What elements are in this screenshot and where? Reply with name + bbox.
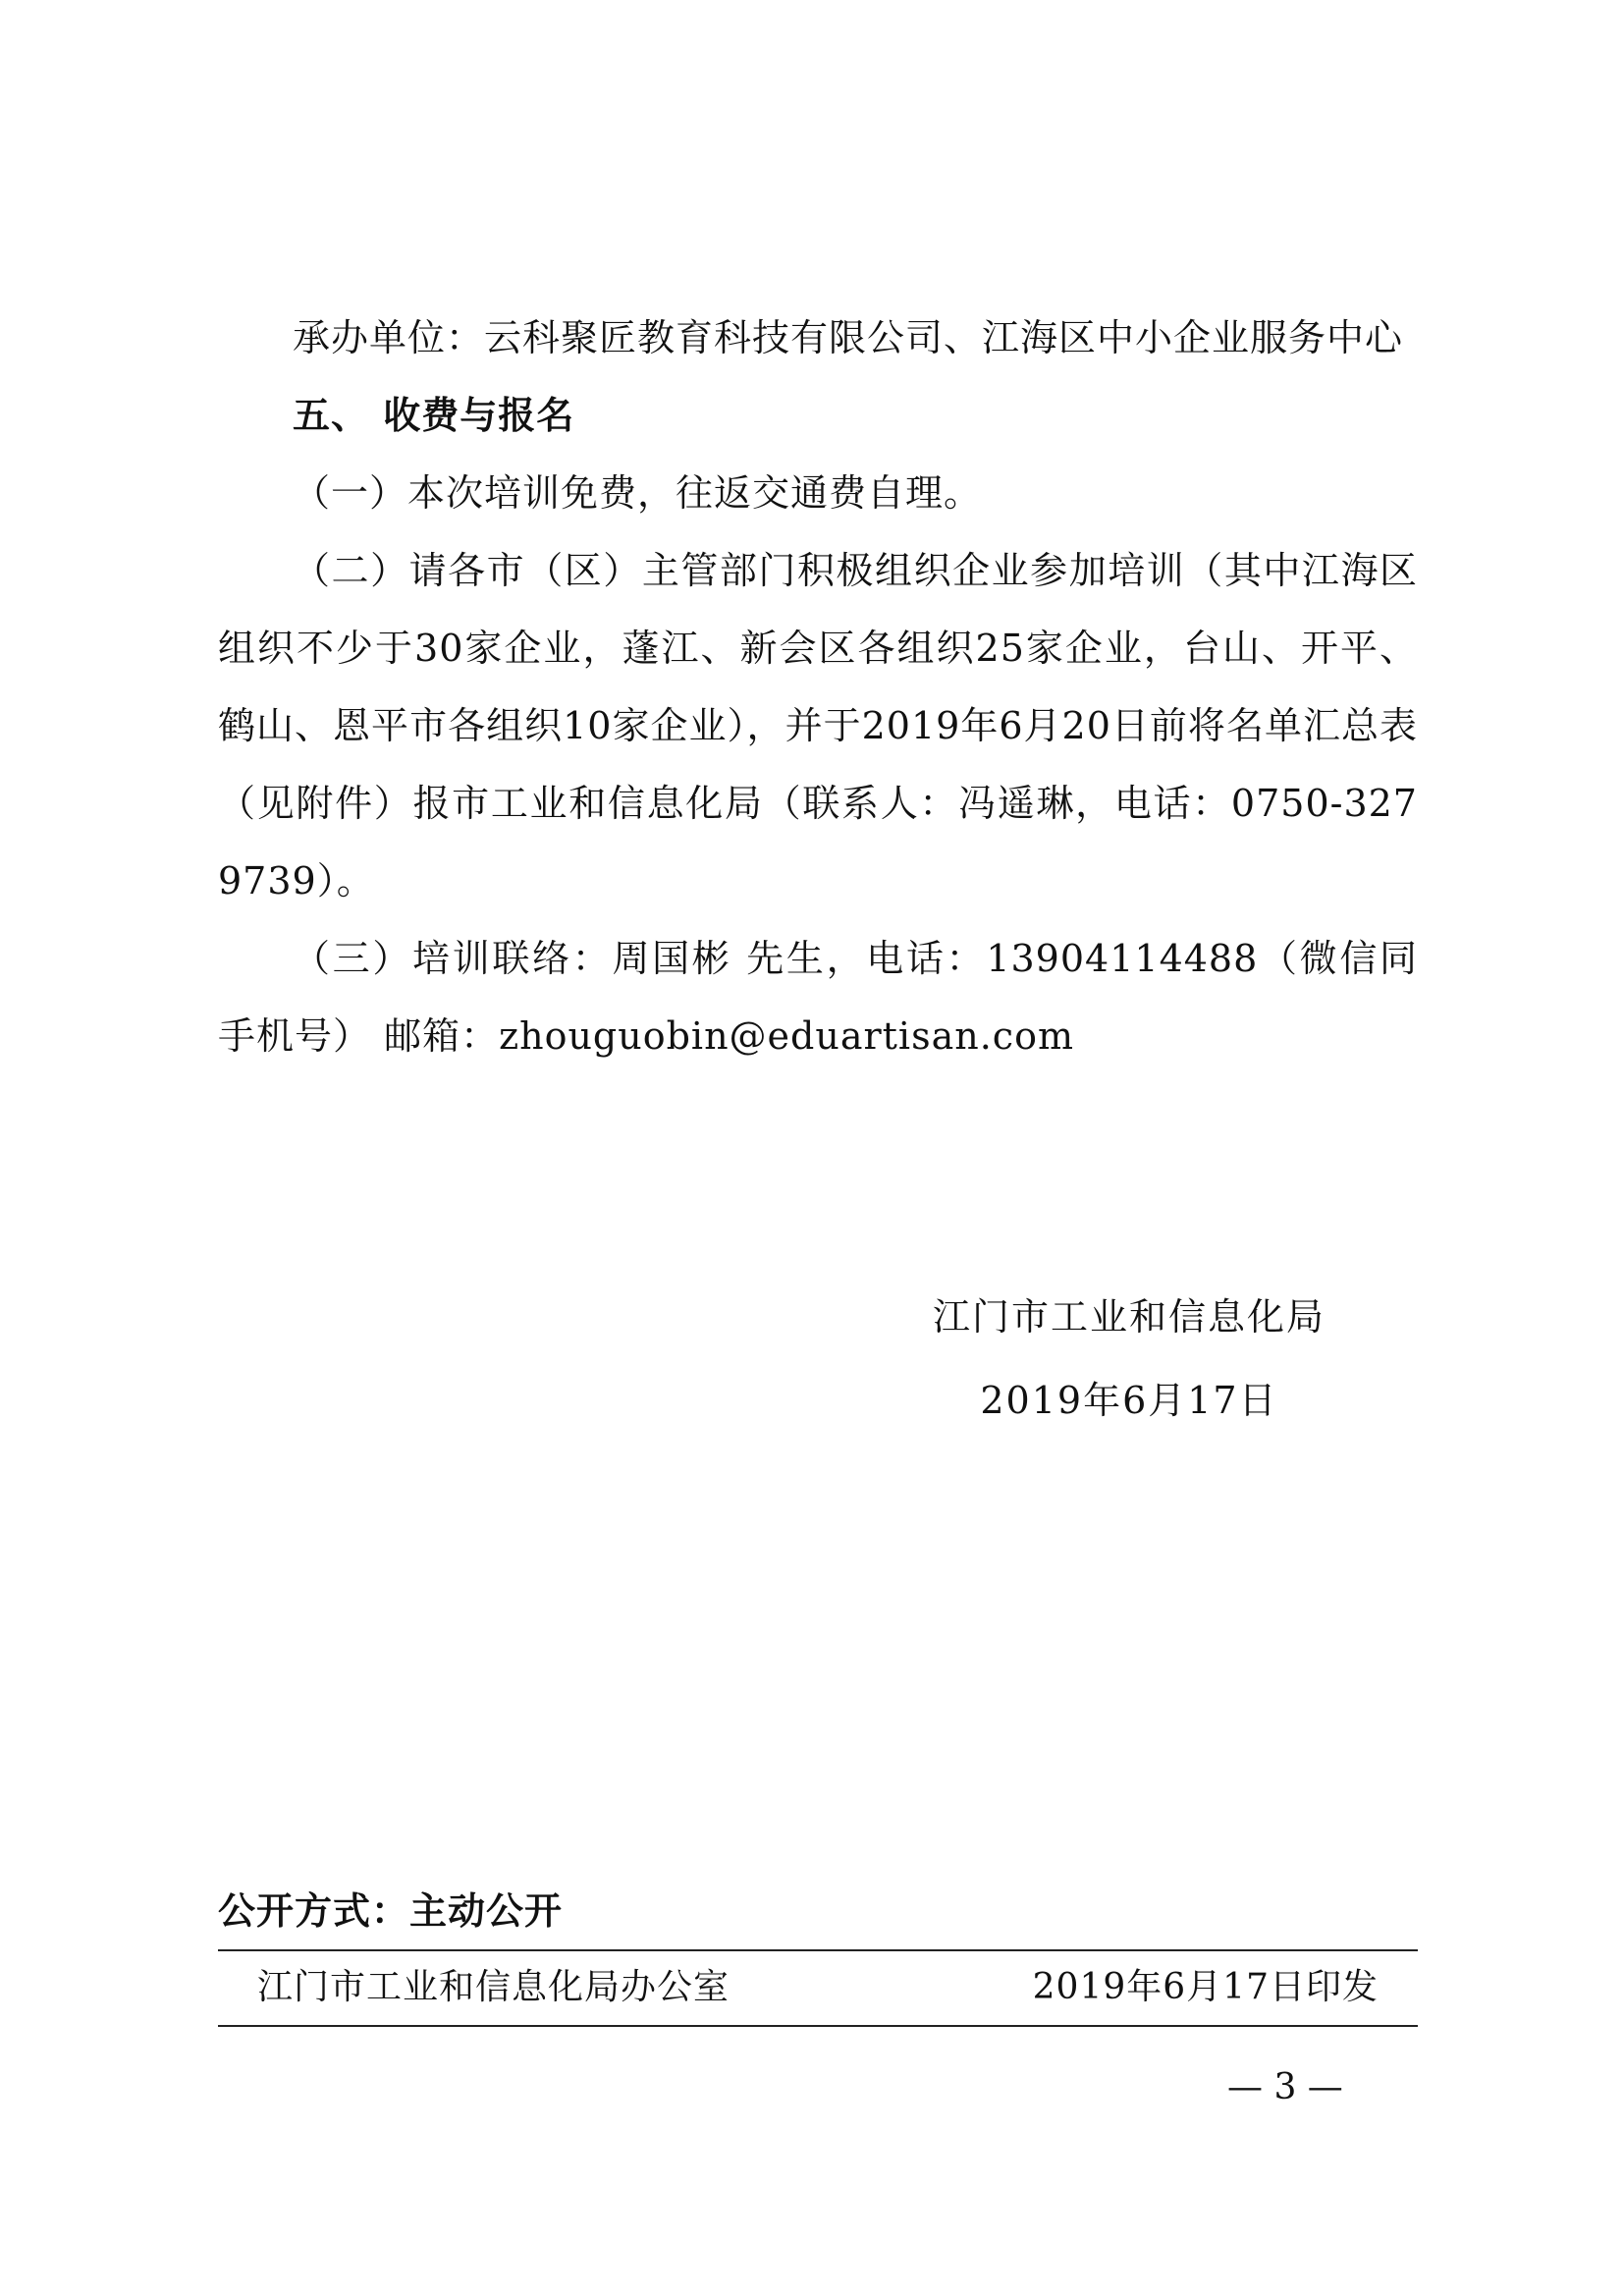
paragraph-fee-free: （一）本次培训免费，往返交通费自理。 xyxy=(293,471,983,515)
signature-date: 2019年6月17日 xyxy=(980,1379,1278,1422)
section-heading-fees: 五、 收费与报名 xyxy=(293,394,575,437)
issue-date: 2019年6月17日印发 xyxy=(1032,1967,1379,2007)
page-number: — 3 — xyxy=(1227,2067,1343,2107)
paragraph-contact: （三）培训联络：周国彬 先生，电话：13904114488（微信同手机号） 邮箱：zhouguobin@eduartisan.com xyxy=(218,937,1418,1058)
disclosure-mode: 公开方式：主动公开 xyxy=(218,1889,564,1933)
issuing-office: 江门市工业和信息化局办公室 xyxy=(257,1967,730,2007)
paragraph-registration: （二）请各市（区）主管部门积极组织企业参加培训（其中江海区组织不少于30家企业，蓬江、新会区各组织25家企业，台山、开平、鹤山、恩平市各组织10家企业），并于2019年6月20日前将名单汇总表（见附件）报市工业和信息化局（联系人：冯遥琳，电话：0750-3279739）。 xyxy=(218,549,1418,902)
organizer-paragraph: 承办单位：云科聚匠教育科技有限公司、江海区中小企业服务中心 xyxy=(293,316,1404,359)
signature-organization: 江门市工业和信息化局 xyxy=(932,1295,1325,1339)
footer-rule-top xyxy=(218,1949,1418,1951)
footer-rule-bottom xyxy=(218,2025,1418,2027)
document-body xyxy=(218,300,1418,1075)
